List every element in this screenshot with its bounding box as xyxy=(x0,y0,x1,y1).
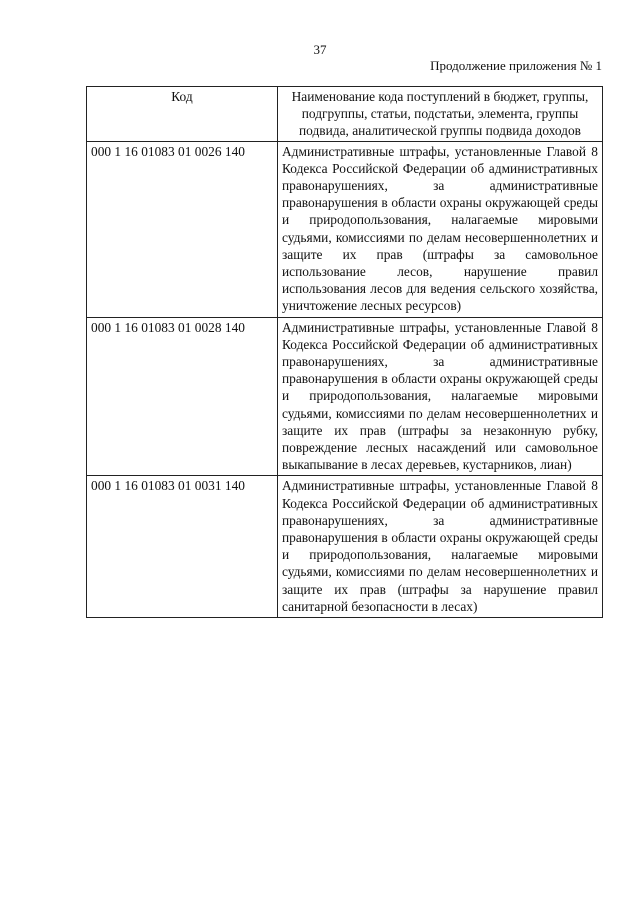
row-description: Административные штрафы, установленные Главой 8 Кодекса Российской Федерации об административных правонарушениях, за административные правонарушения в области охраны окружающей среды и природопользования, налагаемые мировыми судьями, комиссиями по делам несовершеннолетних и защите их прав (штрафы за нарушение правил санитарной безопасности в лесах) xyxy=(278,476,603,618)
table-header-row xyxy=(87,87,603,142)
revenue-codes-table xyxy=(86,86,603,618)
page-number: 37 xyxy=(313,42,327,57)
table-row xyxy=(87,317,603,476)
header-name: Наименование кода поступлений в бюджет, группы, подгруппы, статьи, подстатьи, элемента, группы подвида, аналитической группы подвида доходов xyxy=(278,87,603,142)
row-code: 000 1 16 01083 01 0026 140 xyxy=(87,141,278,317)
table-row xyxy=(87,476,603,618)
row-description: Административные штрафы, установленные Главой 8 Кодекса Российской Федерации об административных правонарушениях, за административные правонарушения в области охраны окружающей среды и природопользования, налагаемые мировыми судьями, комиссиями по делам несовершеннолетних и защите их прав (штрафы за самовольное использование лесов, нарушение правил использования лесов для ведения сельского хозяйства, уничтожение лесных ресурсов) xyxy=(278,141,603,317)
row-code: 000 1 16 01083 01 0028 140 xyxy=(87,317,278,476)
appendix-continuation-label: Продолжение приложения № 1 xyxy=(430,58,602,73)
table-row xyxy=(87,141,603,317)
header-code: Код xyxy=(87,87,278,142)
row-description: Административные штрафы, установленные Главой 8 Кодекса Российской Федерации об административных правонарушениях, за административные правонарушения в области охраны окружающей среды и природопользования, налагаемые мировыми судьями, комиссиями по делам несовершеннолетних и защите их прав (штрафы за незаконную рубку, повреждение лесных насаждений или самовольное выкапывание в лесах деревьев, кустарников, лиан) xyxy=(278,317,603,476)
row-code: 000 1 16 01083 01 0031 140 xyxy=(87,476,278,618)
